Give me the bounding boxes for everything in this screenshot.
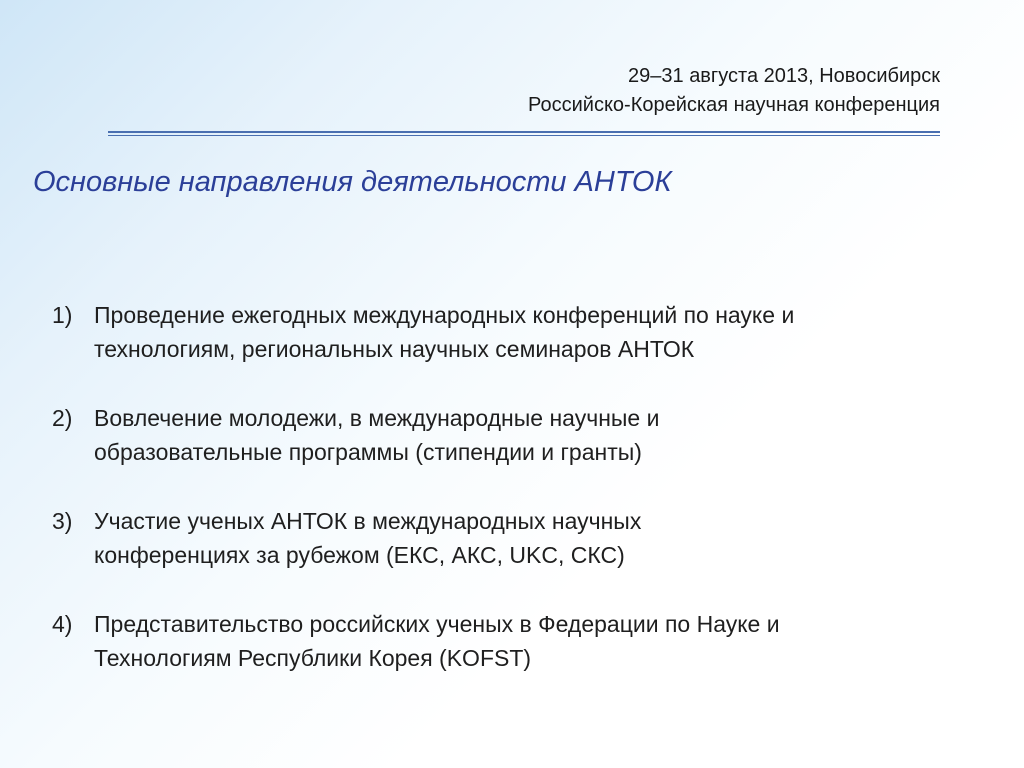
list-item-line: образовательные программы (стипендии и гранты) [94, 439, 642, 465]
list-item [52, 401, 972, 469]
list-item-line: Представительство российских ученых в Федерации по Науке и [94, 611, 780, 637]
list-item [52, 298, 972, 366]
list-item-line: Проведение ежегодных международных конференций по науке и [94, 302, 795, 328]
header-date-location: 29–31 августа 2013, Новосибирск [628, 65, 940, 87]
list-item-number: 3) [52, 508, 73, 534]
list-item-line: Технологиям Республики Корея (KOFST) [94, 645, 532, 671]
header-conference-name: Российско-Корейская научная конференция [528, 94, 940, 116]
list-item-text [94, 401, 972, 469]
list-item-line: Участие ученых АНТОК в международных научных [94, 508, 642, 534]
list-item-number: 4) [52, 611, 73, 637]
header-divider [108, 131, 940, 136]
list-item-line: технологиям, региональных научных семинаров АНТОК [94, 336, 695, 362]
list-item-line: конференциях за рубежом (ЕКС, АКС, UKC, СКС) [94, 542, 625, 568]
conference-header [528, 62, 940, 120]
list-item-text [94, 607, 972, 675]
list-item-number: 2) [52, 405, 73, 431]
list-item-text [94, 504, 972, 572]
list-item-text [94, 298, 972, 366]
list-item-number: 1) [52, 302, 73, 328]
activity-list [52, 298, 972, 710]
list-item [52, 607, 972, 675]
list-item-line: Вовлечение молодежи, в международные научные и [94, 405, 660, 431]
slide-title: Основные направления деятельности АНТОК [33, 166, 672, 198]
list-item [52, 504, 972, 572]
